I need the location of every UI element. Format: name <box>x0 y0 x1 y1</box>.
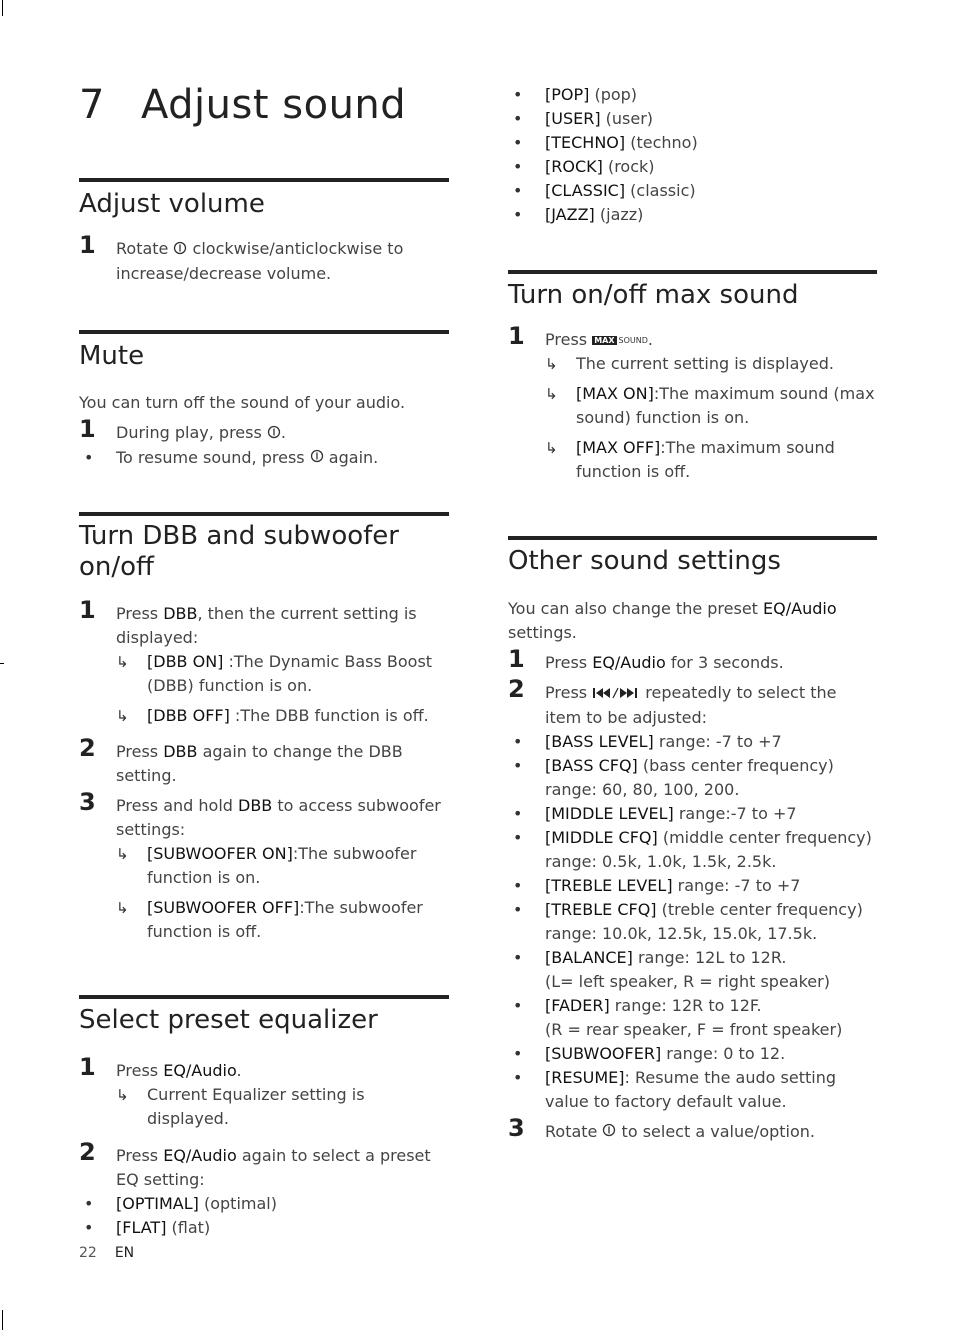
item-text: (L= left speaker, R = right speaker) <box>545 971 830 991</box>
item-text: range: -7 to +7 <box>672 875 801 895</box>
step-text: Press <box>545 330 593 349</box>
section-other-sound-settings <box>508 536 877 1144</box>
volume-knob-icon <box>173 238 187 262</box>
item-text: : Resume the audo setting value to factory default value. <box>545 1067 836 1111</box>
bullet-item <box>79 446 449 471</box>
result-arrow-icon: ↳ <box>116 707 129 725</box>
result-text: :The Dynamic Bass Boost (DBB) function is on. <box>147 652 433 695</box>
key-label: EQ/Audio <box>763 599 837 618</box>
chapter-heading <box>79 82 406 128</box>
step-text: Rotate <box>116 239 174 258</box>
bullet-dot: • <box>513 181 523 200</box>
key-label: [USER] <box>545 109 601 128</box>
step <box>79 788 449 842</box>
step-text: again to select a preset EQ setting: <box>116 1146 431 1189</box>
mute-icon <box>267 422 281 446</box>
key-label: [BALANCE] <box>545 947 633 967</box>
eq-option <box>508 83 878 107</box>
step-text: Rotate <box>545 1121 603 1141</box>
step <box>79 415 449 446</box>
key-label: [POP] <box>545 85 590 104</box>
eq-option <box>508 131 878 155</box>
section-title: Other sound settings <box>508 546 781 576</box>
volume-knob-icon <box>602 1120 616 1144</box>
result-arrow-icon: ↳ <box>116 899 129 917</box>
key-label: [BASS CFQ] <box>545 755 638 775</box>
setting-item <box>508 1066 877 1114</box>
key-label: DBB <box>238 796 273 815</box>
key-label: [RESUME] <box>545 1067 625 1087</box>
bullet-dot: • <box>513 157 523 176</box>
step-text: Press <box>116 1061 164 1080</box>
item-text: range:-7 to +7 <box>673 803 797 823</box>
key-label: DBB <box>163 742 198 761</box>
eq-option <box>508 107 878 131</box>
key-label: EQ/Audio <box>592 653 666 672</box>
result-item <box>545 382 877 430</box>
key-label: [JAZZ] <box>545 205 595 224</box>
step-text: . <box>236 1061 242 1080</box>
eq-option <box>508 203 878 227</box>
result-text: The current setting is displayed. <box>576 354 834 373</box>
bullet-dot: • <box>513 1067 523 1087</box>
option-text: (classic) <box>625 181 696 200</box>
step-number: 1 <box>508 645 525 673</box>
bullet-dot: • <box>84 447 94 467</box>
step <box>508 645 877 675</box>
result-text: Current Equalizer setting is displayed. <box>147 1085 365 1128</box>
key-label: [TREBLE CFQ] <box>545 899 657 919</box>
step-number: 1 <box>79 415 96 443</box>
key-label: [FADER] <box>545 995 610 1015</box>
intro-text-part: settings. <box>508 623 577 642</box>
step <box>508 1113 877 1145</box>
option-text: (jazz) <box>594 205 644 224</box>
key-label: [MIDDLE LEVEL] <box>545 803 674 823</box>
item-text: (R = rear speaker, F = front speaker) <box>545 1019 843 1039</box>
step-text: clockwise/anticlockwise to increase/decrease volume. <box>116 239 404 283</box>
step-text: repeatedly to select the item to be adjusted: <box>545 683 837 727</box>
step-number: 1 <box>79 231 96 259</box>
key-label: [MAX OFF] <box>576 438 661 457</box>
result-item <box>116 842 449 890</box>
intro-text: You can turn off the sound of your audio. <box>79 393 406 412</box>
step-text: During play, press <box>116 423 267 442</box>
item-text: range: 12L to 12R. <box>632 947 787 967</box>
eq-option <box>79 1216 449 1240</box>
step-text: Press <box>116 1146 164 1165</box>
key-label: [TREBLE LEVEL] <box>545 875 673 895</box>
section-mute <box>79 330 449 470</box>
intro-text-part: You can also change the preset <box>508 599 764 618</box>
step-number: 3 <box>79 788 96 816</box>
bullet-text: again. <box>323 447 379 467</box>
section-preset-equalizer <box>79 995 449 1240</box>
key-label: [MIDDLE CFQ] <box>545 827 658 847</box>
result-item <box>116 704 449 728</box>
result-text: :The maximum sound function is off. <box>576 438 835 481</box>
section-dbb-subwoofer <box>79 512 449 944</box>
setting-item <box>508 946 877 994</box>
bullet-dot: • <box>513 755 523 775</box>
crop-mark <box>0 663 4 664</box>
key-label: [CLASSIC] <box>545 181 626 200</box>
step-number: 3 <box>508 1113 525 1142</box>
section-title: Turn DBB and subwoofer on/off <box>79 521 399 582</box>
item-text: (middle center frequency) range: 0.5k, 1.0k, 1.5k, 2.5k. <box>545 827 872 871</box>
step-number: 2 <box>79 734 96 762</box>
bullet-dot: • <box>513 803 523 823</box>
item-text: range: 0 to 12. <box>661 1043 786 1063</box>
key-label: [SUBWOOFER OFF] <box>147 898 300 917</box>
step-number: 1 <box>79 1053 96 1081</box>
step-text: Press <box>545 683 593 702</box>
mute-icon <box>310 446 324 470</box>
key-label: [DBB ON] <box>147 652 224 671</box>
key-label: [SUBWOOFER ON] <box>147 844 293 863</box>
crop-mark <box>2 1310 3 1330</box>
key-label: EQ/Audio <box>163 1146 237 1165</box>
eq-option <box>508 155 878 179</box>
step-text: for 3 seconds. <box>665 653 784 672</box>
section-title: Turn on/off max sound <box>508 280 799 310</box>
step-number: 2 <box>508 675 525 703</box>
step-text: to select a value/option. <box>616 1121 815 1141</box>
option-text: (user) <box>600 109 654 128</box>
max-sound-icon-text: SOUND <box>618 335 648 345</box>
option-text: (rock) <box>602 157 655 176</box>
step <box>508 322 877 352</box>
eq-option <box>79 1192 449 1216</box>
step <box>79 596 449 650</box>
step-number: 2 <box>79 1138 96 1166</box>
setting-item <box>508 802 877 826</box>
step-text: Press and hold <box>116 796 238 815</box>
step-number: 1 <box>79 596 96 624</box>
bullet-dot: • <box>513 995 523 1015</box>
section-adjust-volume <box>79 178 449 286</box>
chapter-title: Adjust sound <box>141 82 407 128</box>
result-item <box>545 436 877 484</box>
language-code: EN <box>114 1245 135 1261</box>
step-text: Press <box>545 653 593 672</box>
step <box>79 1138 449 1192</box>
step <box>79 1053 449 1083</box>
setting-item <box>508 1042 877 1066</box>
chapter-number: 7 <box>79 82 105 128</box>
page-number: 22 <box>79 1245 97 1261</box>
step <box>508 675 877 730</box>
key-label: [BASS LEVEL] <box>545 731 654 751</box>
eq-option <box>508 179 878 203</box>
section-max-sound <box>508 270 877 484</box>
result-item <box>116 896 449 944</box>
bullet-dot: • <box>513 899 523 919</box>
key-label: [FLAT] <box>116 1218 167 1237</box>
key-label: [MAX ON] <box>576 384 654 403</box>
max-sound-icon-label: MAX <box>594 335 615 345</box>
eq-options-continued <box>508 83 878 227</box>
prev-next-icon <box>592 682 640 706</box>
result-arrow-icon: ↳ <box>116 1086 129 1104</box>
setting-item <box>508 826 877 874</box>
step-text: again to change the DBB setting. <box>116 742 403 785</box>
setting-item <box>508 874 877 898</box>
setting-item <box>508 730 877 754</box>
step-text: Press <box>116 742 164 761</box>
item-text: (bass center frequency) range: 60, 80, 100, 200. <box>545 755 834 799</box>
setting-item <box>508 754 877 802</box>
bullet-dot: • <box>84 1218 94 1237</box>
step-text: . <box>647 330 653 349</box>
key-label: [SUBWOOFER] <box>545 1043 662 1063</box>
result-arrow-icon: ↳ <box>116 845 129 863</box>
bullet-dot: • <box>513 947 523 967</box>
result-arrow-icon: ↳ <box>545 439 558 457</box>
key-label: [TECHNO] <box>545 133 626 152</box>
option-text: (techno) <box>625 133 698 152</box>
key-label: [ROCK] <box>545 157 603 176</box>
bullet-dot: • <box>513 875 523 895</box>
section-title: Adjust volume <box>79 189 265 219</box>
setting-item <box>508 994 877 1042</box>
setting-item <box>508 898 877 946</box>
section-title: Mute <box>79 341 145 371</box>
result-item <box>116 650 449 698</box>
key-label: EQ/Audio <box>163 1061 237 1080</box>
result-arrow-icon: ↳ <box>545 385 558 403</box>
bullet-dot: • <box>513 827 523 847</box>
bullet-dot: • <box>513 205 523 224</box>
crop-mark <box>2 0 3 16</box>
option-text: (flat) <box>166 1218 211 1237</box>
bullet-dot: • <box>513 731 523 751</box>
page-footer <box>79 1245 134 1261</box>
bullet-dot: • <box>513 109 523 128</box>
result-text: :The maximum sound (max sound) function is on. <box>576 384 875 427</box>
max-sound-icon <box>592 336 648 346</box>
option-text: (pop) <box>589 85 638 104</box>
key-label: [OPTIMAL] <box>116 1194 199 1213</box>
option-text: (optimal) <box>198 1194 277 1213</box>
item-text: range: 12R to 12F. <box>609 995 762 1015</box>
bullet-dot: • <box>513 133 523 152</box>
step-text: . <box>280 423 286 442</box>
step <box>79 231 449 286</box>
bullet-dot: • <box>513 85 523 104</box>
result-text: :The DBB function is off. <box>229 706 429 725</box>
bullet-text: To resume sound, press <box>116 447 310 467</box>
result-arrow-icon: ↳ <box>116 653 129 671</box>
result-text: :The subwoofer function is off. <box>147 898 423 941</box>
result-arrow-icon: ↳ <box>545 355 558 373</box>
result-text: :The subwoofer function is on. <box>147 844 417 887</box>
step-text: to access subwoofer settings: <box>116 796 441 839</box>
result-item <box>545 352 877 376</box>
bullet-dot: • <box>84 1194 94 1213</box>
key-label: DBB <box>163 604 198 623</box>
result-item <box>116 1083 449 1131</box>
step-text: Press <box>116 604 164 623</box>
step <box>79 734 449 788</box>
item-text: range: -7 to +7 <box>653 731 782 751</box>
intro-text <box>508 597 877 645</box>
bullet-dot: • <box>513 1043 523 1063</box>
key-label: [DBB OFF] <box>147 706 230 725</box>
step-text: , then the current setting is displayed: <box>116 604 417 647</box>
step-number: 1 <box>508 322 525 350</box>
item-text: (treble center frequency) range: 10.0k, 12.5k, 15.0k, 17.5k. <box>545 899 863 943</box>
section-title: Select preset equalizer <box>79 1005 378 1035</box>
